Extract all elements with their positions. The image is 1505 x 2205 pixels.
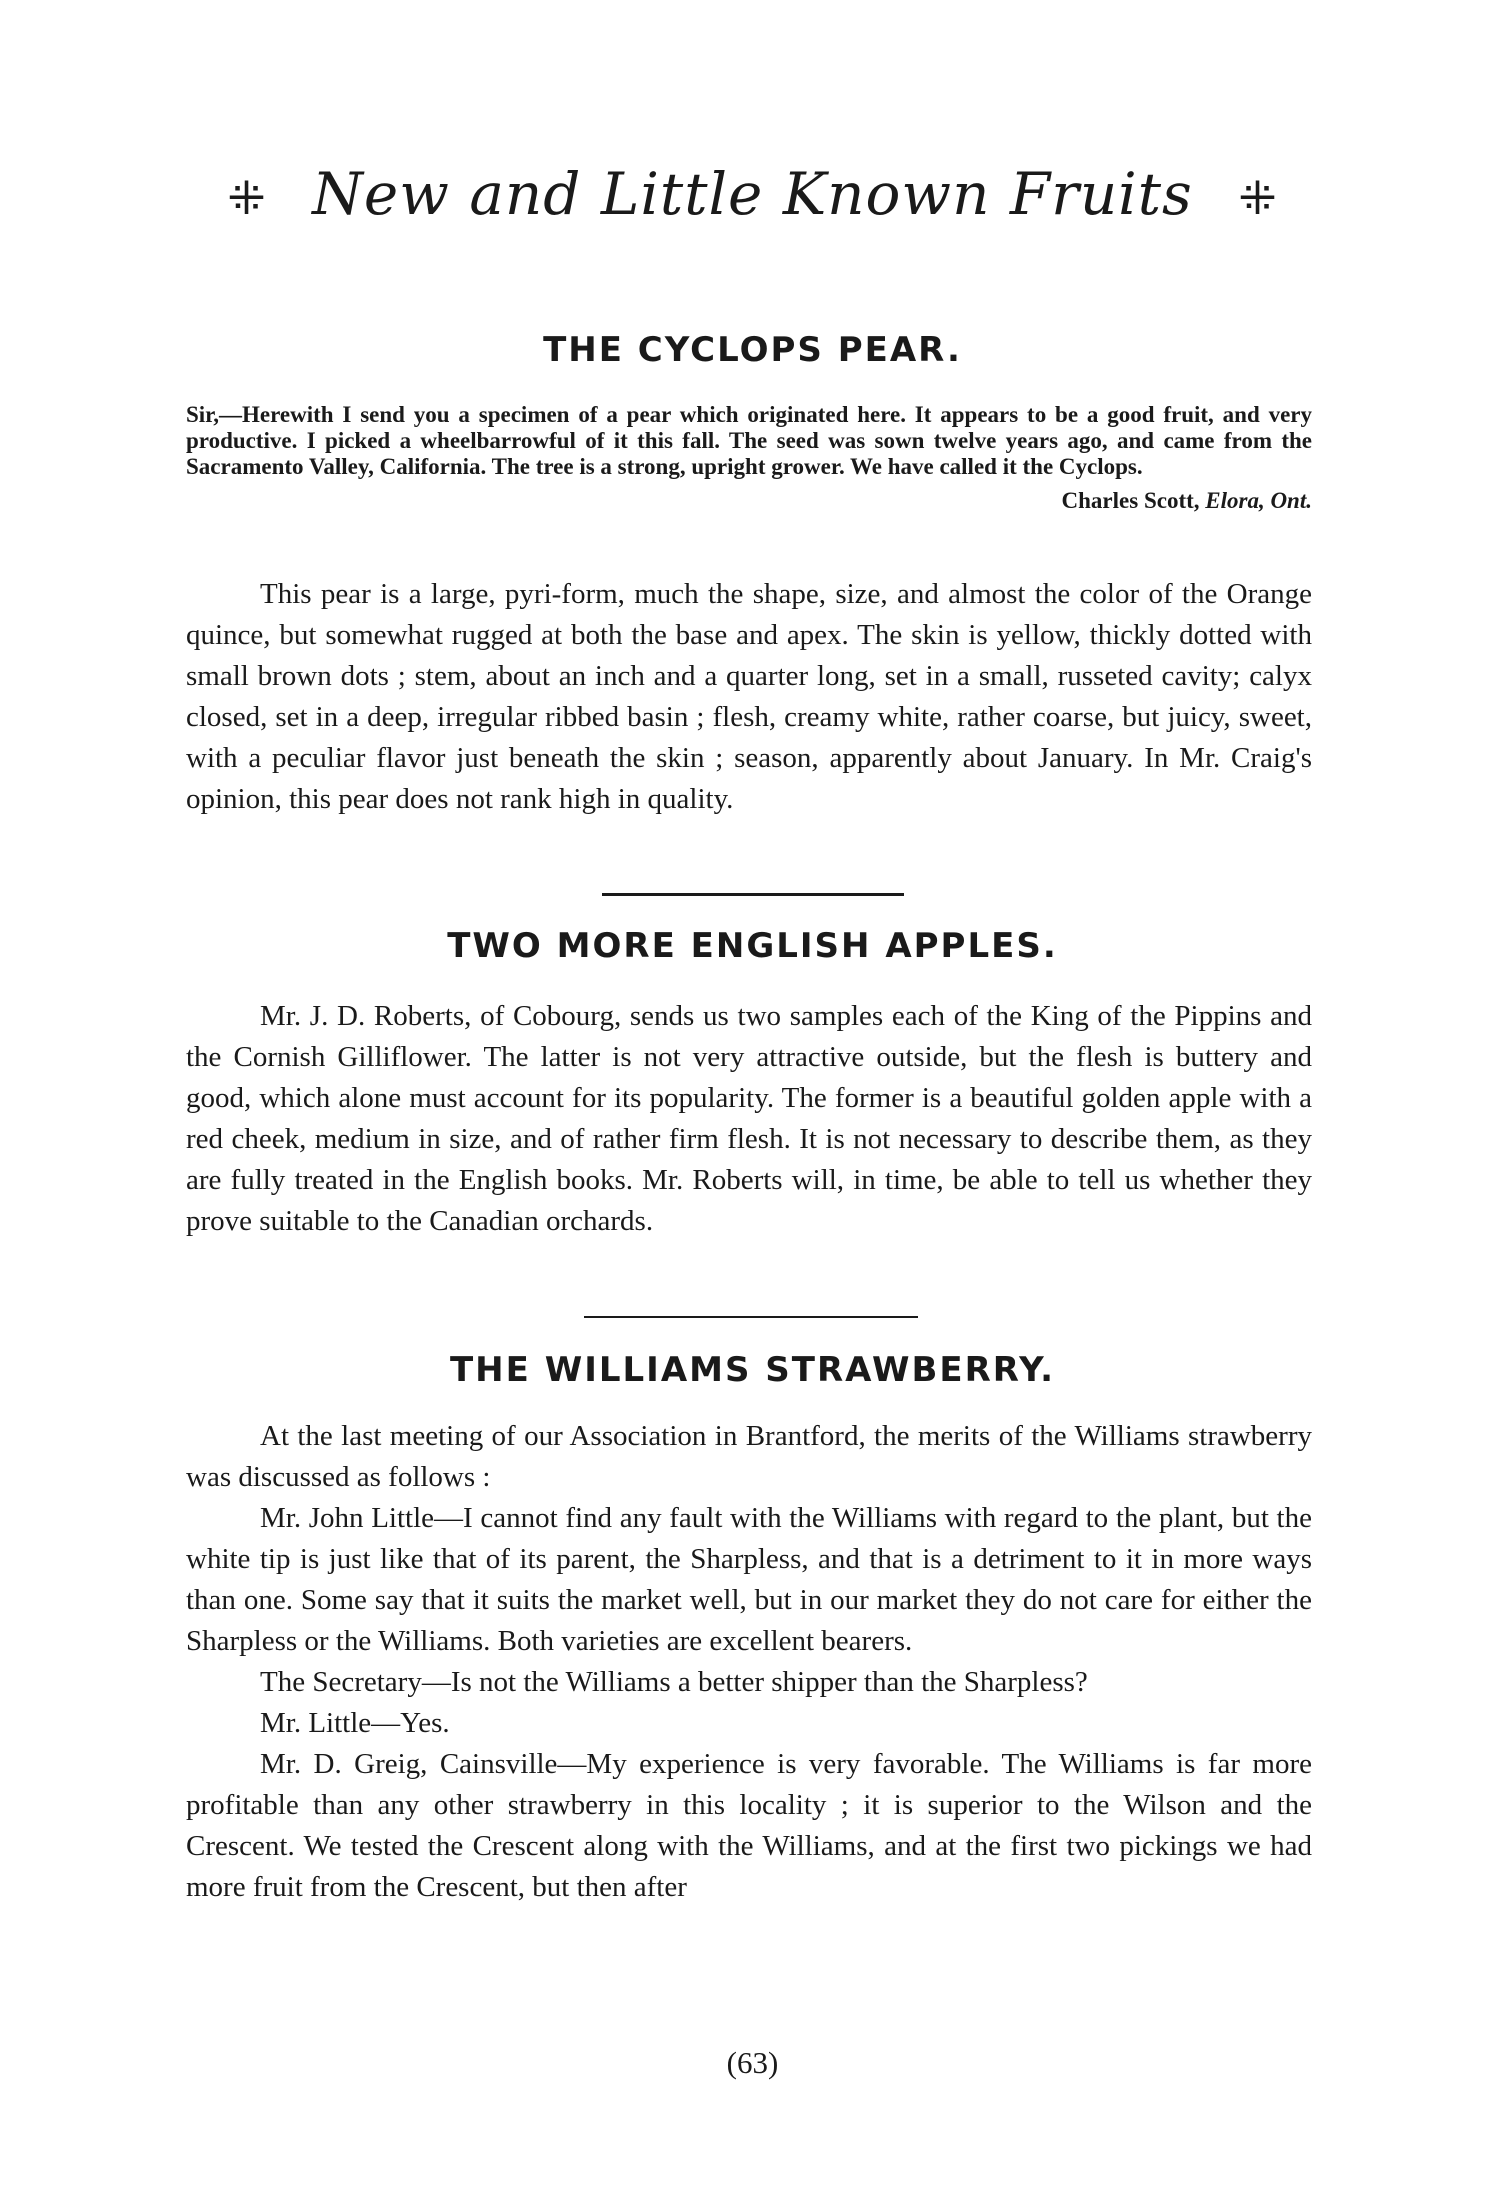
section-divider xyxy=(602,893,904,896)
apples-body xyxy=(186,996,1312,1242)
apples-heading: TWO MORE ENGLISH APPLES. xyxy=(447,926,1058,966)
strawberry-body xyxy=(186,1416,1312,1908)
cyclops-letter xyxy=(186,402,1312,514)
cyclops-signature xyxy=(186,488,1312,514)
cyclops-heading: THE CYCLOPS PEAR. xyxy=(543,330,962,370)
banner-title: New and Little Known Fruits xyxy=(312,160,1193,228)
cyclops-body xyxy=(186,574,1312,820)
strawberry-heading: THE WILLIAMS STRAWBERRY. xyxy=(449,1350,1055,1390)
page-banner xyxy=(0,160,1505,228)
signature-name: Charles Scott, xyxy=(1061,488,1206,513)
apples-paragraph: Mr. J. D. Roberts, of Cobourg, sends us two samples each of the King of the Pippins and the Cornish Gilliflower. The latter is not very attractive outside, but the flesh is buttery and good, which alone must account for its popularity. The former is a beautiful golden apple with a red cheek, medium in size, and of rather firm flesh. It is not necessary to describe them, as they are fully treated in the English books. Mr. Roberts will, in time, be able to tell us whether they prove suitable to the Canadian orchards. xyxy=(186,1000,1312,1237)
strawberry-paragraph-1: At the last meeting of our Association in Brantford, the merits of the Williams strawberry was discussed as follows : xyxy=(186,1420,1312,1493)
page-number: (63) xyxy=(726,2045,779,2080)
strawberry-paragraph-2: Mr. John Little—I cannot find any fault with the Williams with regard to the plant, but the white tip is just like that of its parent, the Sharpless, and that is a detriment to it in more ways than one. Some say that it suits the market well, but in our market they do not care for either the Sharpless or the Williams. Both varieties are excellent bearers. xyxy=(186,1502,1312,1657)
ornament-left-icon: ⁜ xyxy=(227,171,267,225)
ornament-right-icon: ⁜ xyxy=(1238,171,1278,225)
strawberry-paragraph-3: The Secretary—Is not the Williams a better shipper than the Sharpless? xyxy=(260,1666,1088,1698)
section-divider xyxy=(584,1316,918,1318)
cyclops-letter-text: Sir,—Herewith I send you a specimen of a pear which originated here. It appears to be a good fruit, and very productive. I picked a wheelbarrowful of it this fall. The seed was sown twelve years ago, and came from the Sacramento Valley, California. The tree is a strong, upright grower. We have called it the Cyclops. xyxy=(186,402,1312,479)
cyclops-paragraph: This pear is a large, pyri-form, much the shape, size, and almost the color of the Orange quince, but somewhat rugged at both the base and apex. The skin is yellow, thickly dotted with small brown dots ; stem, about an inch and a quarter long, set in a small, russeted cavity; calyx closed, set in a deep, irregular ribbed basin ; flesh, creamy white, rather coarse, but juicy, sweet, with a peculiar flavor just beneath the skin ; season, apparently about January. In Mr. Craig's opinion, this pear does not rank high in quality. xyxy=(186,578,1312,815)
strawberry-paragraph-4: Mr. Little—Yes. xyxy=(260,1707,450,1739)
strawberry-paragraph-5: Mr. D. Greig, Cainsville—My experience is very favorable. The Williams is far more profitable than any other strawberry in this locality ; it is superior to the Wilson and the Crescent. We tested the Crescent along with the Williams, and at the first two pickings we had more fruit from the Crescent, but then after xyxy=(186,1748,1312,1903)
signature-place: Elora, Ont. xyxy=(1205,488,1312,513)
